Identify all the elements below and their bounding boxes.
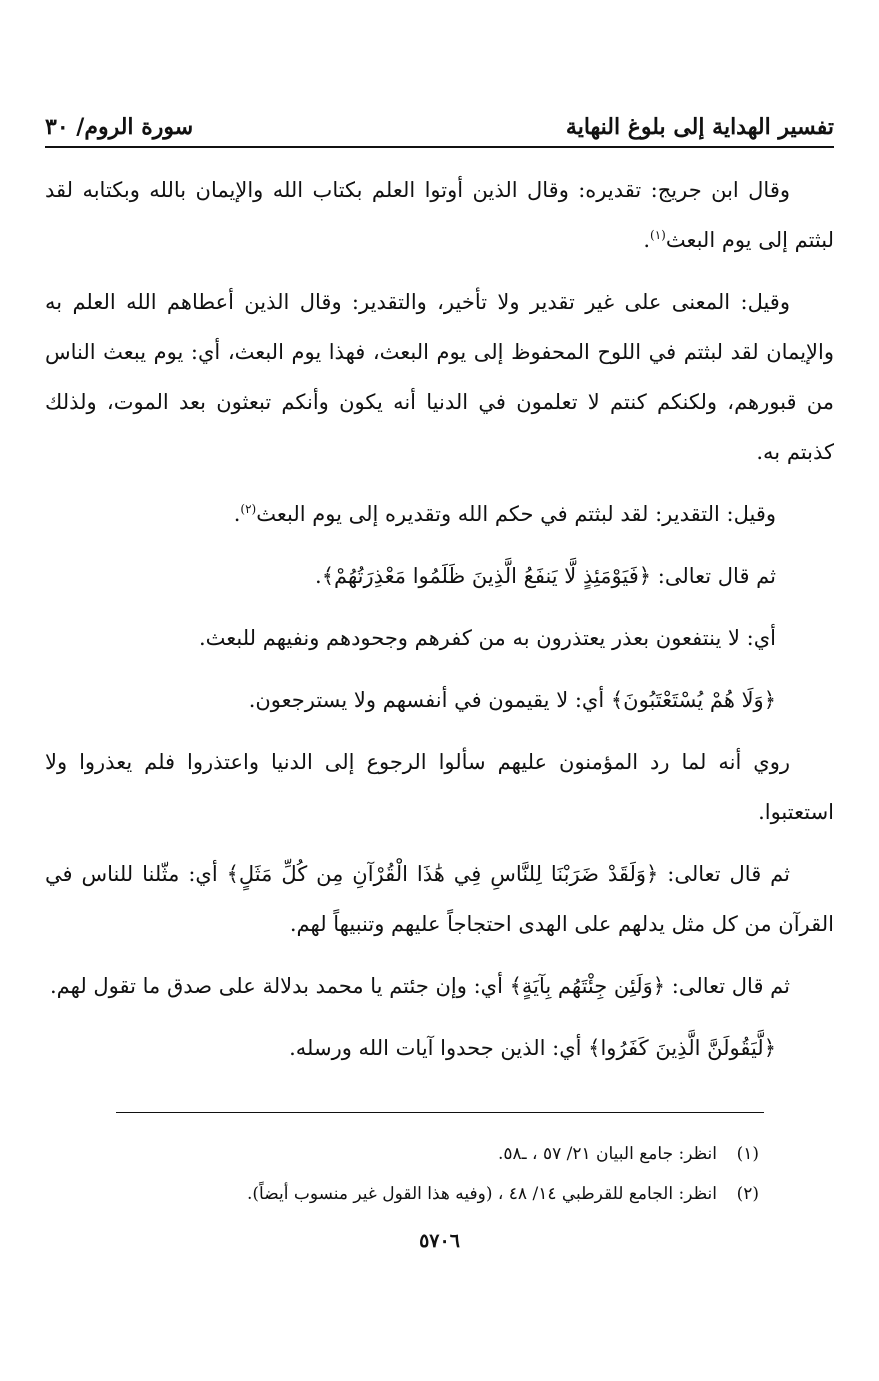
running-header <box>45 96 834 140</box>
paragraph: أي: لا ينتفعون بعذر يعتذرون به من كفرهم وجحودهم ونفيهم للبعث. <box>198 626 776 650</box>
paragraph: ثم قال تعالى: ﴿وَلَئِن جِئْتَهُم بِآيَةٍ﴾ أي: وإن جئتم يا محمد بدلالة على صدق ما تقول لهم. <box>50 974 790 998</box>
paragraph: ثم قال تعالى: ﴿فَيَوْمَئِذٍ لَّا يَنفَعُ الَّذِينَ ظَلَمُوا مَعْذِرَتُهُمْ﴾. <box>315 564 776 588</box>
quran-verse: ﴿فَيَوْمَئِذٍ لَّا يَنفَعُ الَّذِينَ ظَلَمُوا مَعْذِرَتُهُمْ﴾ <box>321 564 652 588</box>
paragraph: روي أنه لما رد المؤمنون عليهم سألوا الرجوع إلى الدنيا واعتذروا فلم يعذروا ولا استعتبوا. <box>45 750 834 824</box>
quran-verse: ﴿وَلَا هُمْ يُسْتَعْتَبُونَ﴾ <box>610 688 776 712</box>
footnote-ref: (١) <box>650 228 666 242</box>
paragraph: ثم قال تعالى: ﴿وَلَقَدْ ضَرَبْنَا لِلنَّاسِ فِي هَٰذَا الْقُرْآنِ مِن كُلِّ مَثَلٍ﴾ أي: مثّلنا للناس في القرآن من كل مثل يدلهم على الهدى احتجاجاً عليهم وتنبيهاً لهم. <box>45 862 834 936</box>
main-text <box>45 165 834 1085</box>
footnote: (٢) انظر: الجامع للقرطبي ١٤/ ٤٨ ، (وفيه هذا القول غير منسوب أيضاً). <box>247 1184 759 1204</box>
paragraph: ﴿لَّيَقُولَنَّ الَّذِينَ كَفَرُوا﴾ أي: الذين جحدوا آيات الله ورسله. <box>289 1036 776 1060</box>
book-title: تفسير الهداية إلى بلوغ النهاية <box>565 114 834 140</box>
quran-verse: ﴿وَلَقَدْ ضَرَبْنَا لِلنَّاسِ فِي هَٰذَا الْقُرْآنِ مِن كُلِّ مَثَلٍ﴾ <box>226 862 659 886</box>
header-rule <box>45 146 834 148</box>
paragraph: ﴿وَلَا هُمْ يُسْتَعْتَبُونَ﴾ أي: لا يقيمون في أنفسهم ولا يسترجعون. <box>248 688 776 712</box>
quran-verse: ﴿لَّيَقُولَنَّ الَّذِينَ كَفَرُوا﴾ <box>588 1036 776 1060</box>
page-number: ٥٧٠٦ <box>419 1230 460 1252</box>
paragraph: وقال ابن جريج: تقديره: وقال الذين أوتوا العلم بكتاب الله والإيمان بالله وبكتابه لقد لبثتم إلى يوم البعث$^{(١)}$. <box>45 178 834 252</box>
footnote-ref: (٢) <box>240 502 257 516</box>
footnotes <box>45 1134 759 1214</box>
surah-label: سورة الروم/ ٣٠ <box>45 114 194 140</box>
quran-verse: ﴿وَلَئِن جِئْتَهُم بِآيَةٍ﴾ <box>509 974 666 998</box>
paragraph: وقيل: المعنى على غير تقدير ولا تأخير، والتقدير: وقال الذين أعطاهم الله العلم به والإيمان لقد لبثتم في اللوح المحفوظ إلى يوم البعث، فهذا يوم البعث، أي: يوم يبعث الناس من قبورهم، ولكنكم كنتم لا تعلمون في الدنيا أنه يكون وأنكم تبعثون بعد الموت، ولذلك كذبتم به. <box>45 290 834 464</box>
footnote-rule <box>116 1112 764 1113</box>
paragraph: وقيل: التقدير: لقد لبثتم في حكم الله وتقديره إلى يوم البعث$^{(٢)}$. <box>233 502 776 526</box>
footnote: (١) انظر: جامع البيان ٢١/ ٥٧ ، ـ٥٨. <box>497 1144 759 1164</box>
